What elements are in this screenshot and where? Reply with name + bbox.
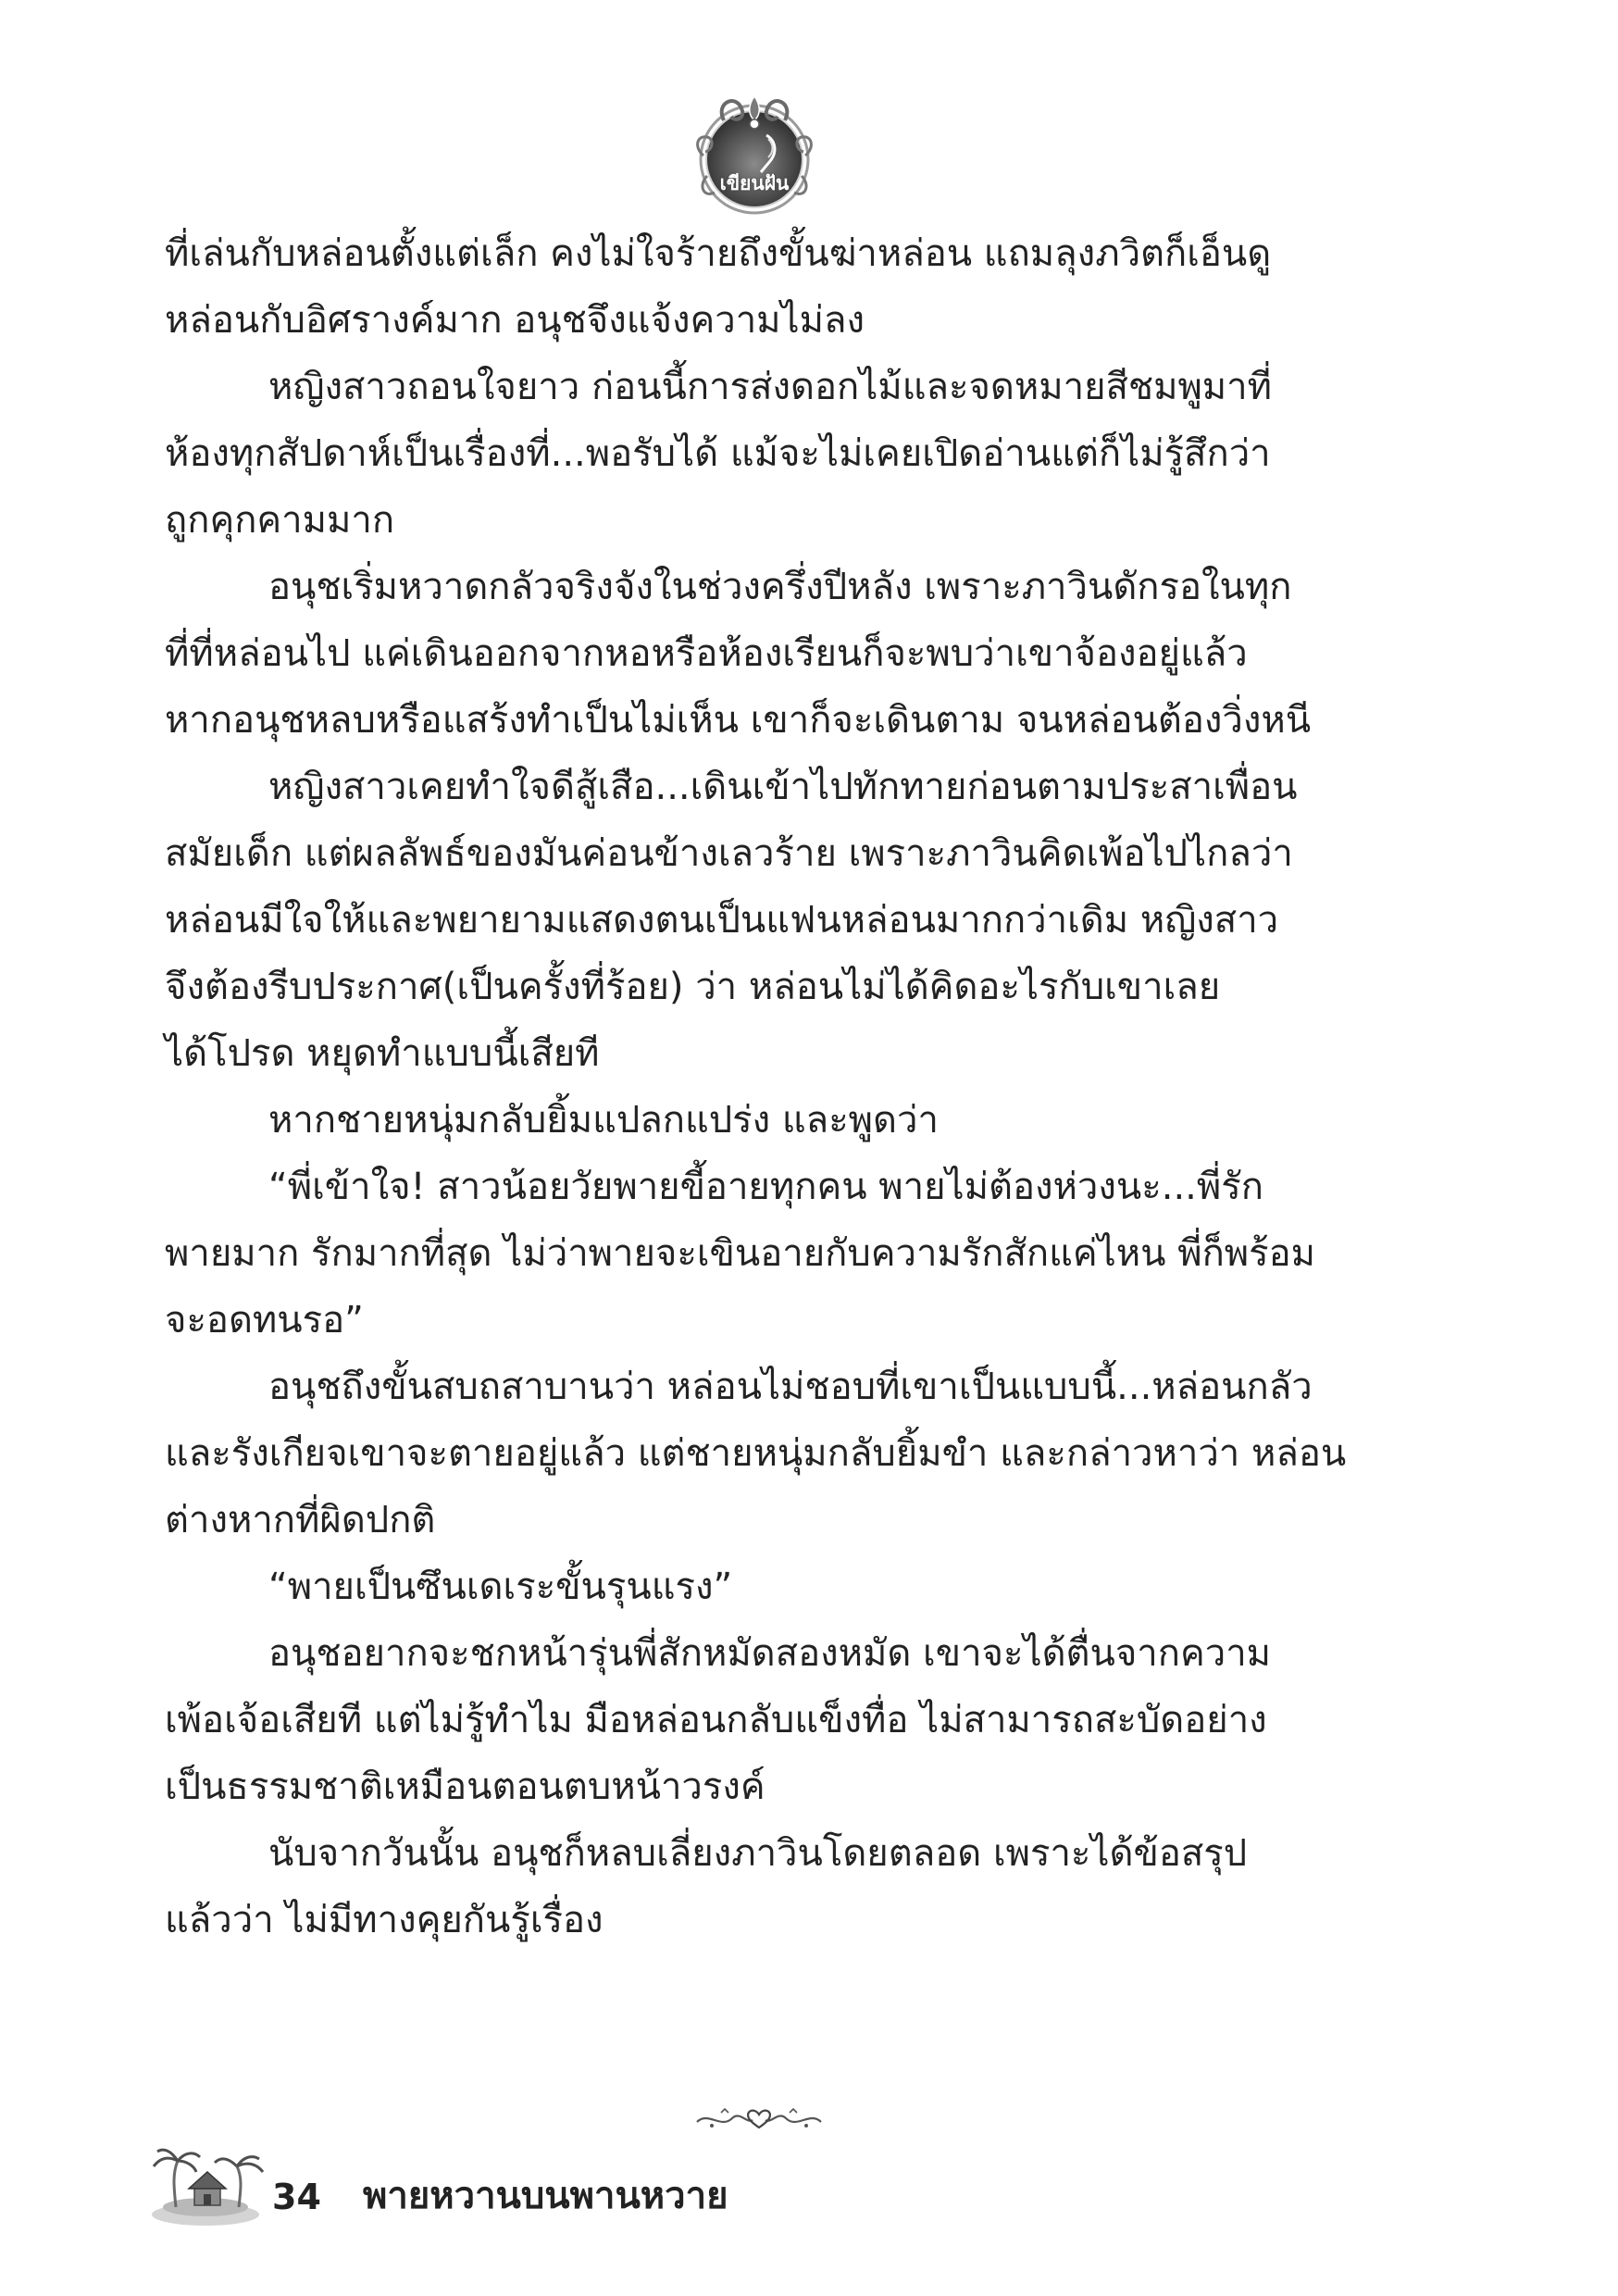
text-line: ห้องทุกสัปดาห์เป็นเรื่องที่...พอรับได้ แม้จะไม่เคยเปิดอ่านแต่ก็ไม่รู้สึกว่า (165, 432, 1271, 475)
text-line: หญิงสาวถอนใจยาว ก่อนนี้การส่งดอกไม้และจดหมายสีชมพูมาที่ (268, 366, 1273, 408)
text-line: อนุชเริ่มหวาดกลัวจริงจังในช่วงครึ่งปีหลัง เพราะภาวินดักรอในทุก (268, 566, 1292, 608)
text-line: และรังเกียจเขาจะตายอยู่แล้ว แต่ชายหนุ่มกลับยิ้มขำ และกล่าวหาว่า หล่อน (165, 1432, 1347, 1475)
text-line: สมัยเด็ก แต่ผลลัพธ์ของมันค่อนข้างเลวร้าย เพราะภาวินคิดเพ้อไปไกลว่า (165, 832, 1293, 875)
text-line: หากชายหนุ่มกลับยิ้มแปลกแปร่ง และพูดว่า (268, 1099, 939, 1142)
text-line: อนุชถึงขั้นสบถสาบานว่า หล่อนไม่ชอบที่เขาเป็นแบบนี้...หล่อนกลัว (268, 1366, 1313, 1408)
text-line: เป็นธรรมชาติเหมือนตอนตบหน้าวรงค์ (165, 1766, 765, 1808)
text-line: หล่อนกับอิศรางค์มาก อนุชจึงแจ้งความไม่ลง (165, 299, 865, 342)
island-hut-icon (148, 2129, 268, 2231)
text-line: “พายเป็นซึนเดเระขั้นรุนแรง” (268, 1566, 733, 1608)
text-line: นับจากวันนั้น อนุชก็หลบเลี่ยงภาวินโดยตลอด เพราะได้ข้อสรุป (268, 1832, 1248, 1875)
text-line: อนุชอยากจะชกหน้ารุ่นพี่สักหมัดสองหมัด เขาจะได้ตื่นจากความ (268, 1632, 1272, 1675)
text-line: พายมาก รักมากที่สุด ไม่ว่าพายจะเขินอายกับความรักสักแค่ไหน พี่ก็พร้อม (165, 1232, 1316, 1275)
book-title: พายหวานบนพานหวาย (363, 2175, 728, 2217)
text-line: หล่อนมีใจให้และพยายามแสดงตนเป็นแฟนหล่อนมากกว่าเดิม หญิงสาว (165, 899, 1279, 942)
page-footer (148, 2129, 981, 2240)
text-line: จะอดทนรอ” (165, 1299, 364, 1341)
text-line: ที่เล่นกับหล่อนตั้งแต่เล็ก คงไม่ใจร้ายถึงขั้นฆ่าหล่อน แถมลุงภวิตก็เอ็นดู (165, 232, 1272, 275)
text-line: ถูกคุกคามมาก (165, 499, 395, 542)
text-line: จึงต้องรีบประกาศ(เป็นครั้งที่ร้อย) ว่า หล่อนไม่ได้คิดอะไรกับเขาเลย (165, 966, 1221, 1008)
page-number: 34 (272, 2177, 321, 2217)
text-line: เพ้อเจ้อเสียที แต่ไม่รู้ทำไม มือหล่อนกลับแข็งทื่อ ไม่สามารถสะบัดอย่าง (165, 1699, 1267, 1741)
text-line: ที่ที่หล่อนไป แค่เดินออกจากหอหรือห้องเรียนก็จะพบว่าเขาจ้องอยู่แล้ว (165, 632, 1248, 675)
ornate-crest-icon (687, 83, 822, 218)
emblem-text: เขียนฝัน (719, 172, 790, 194)
text-line: หากอนุชหลบหรือแสร้งทำเป็นไม่เห็น เขาก็จะเดินตาม จนหล่อนต้องวิ่งหนี (165, 699, 1312, 742)
text-line: หญิงสาวเคยทำใจดีสู้เสือ...เดินเข้าไปทักทายก่อนตามประสาเพื่อน (268, 766, 1298, 808)
text-line: ต่างหากที่ผิดปกติ (165, 1499, 436, 1541)
chapter-body (165, 220, 1387, 1953)
text-line: “พี่เข้าใจ! สาวน้อยวัยพายขี้อายทุกคน พายไม่ต้องห่วงนะ...พี่รัก (268, 1166, 1263, 1208)
text-line: แล้วว่า ไม่มีทางคุยกันรู้เรื่อง (165, 1899, 604, 1941)
text-line: ได้โปรด หยุดทำแบบนี้เสียที (165, 1032, 600, 1075)
